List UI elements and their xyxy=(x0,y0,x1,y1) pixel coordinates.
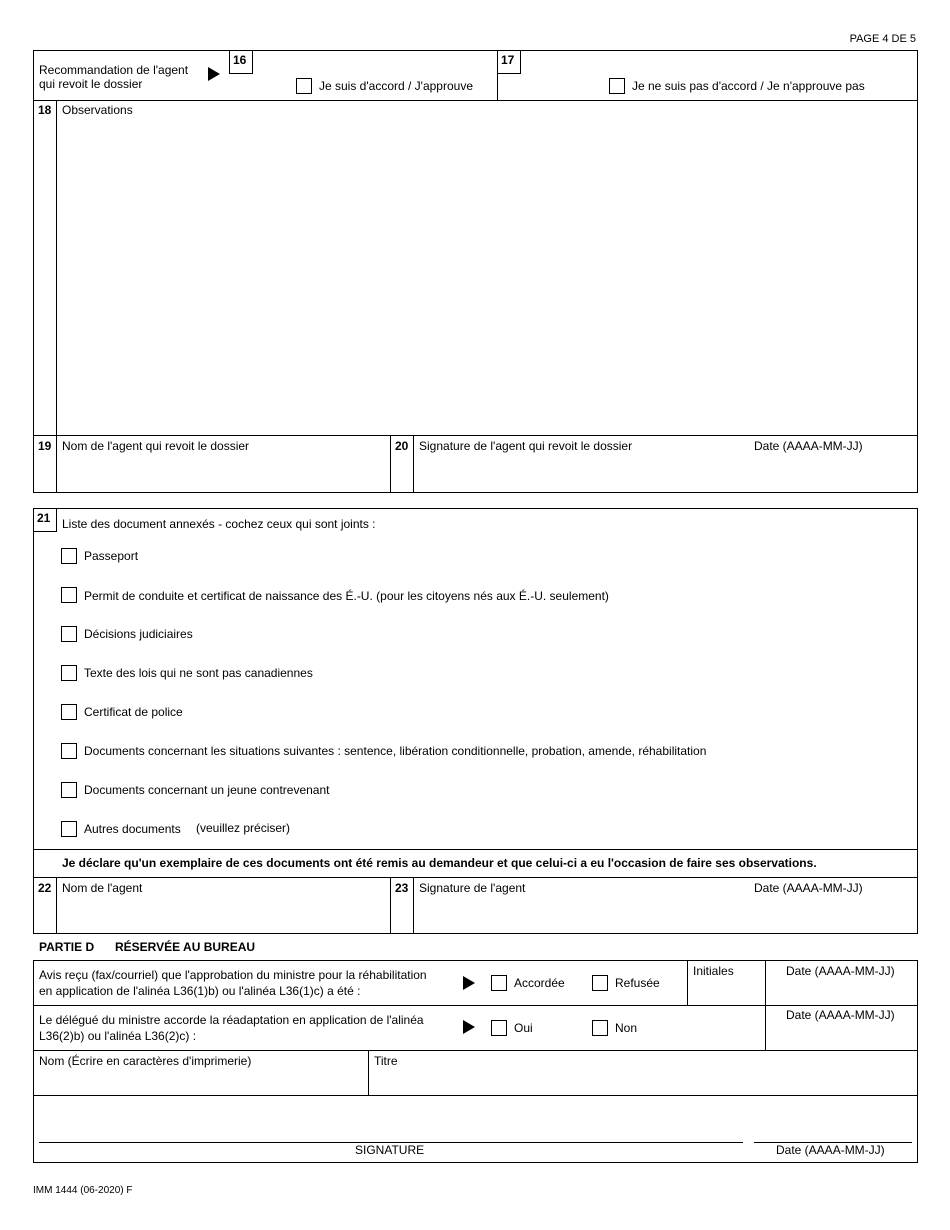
approve-label: Je suis d'accord / J'approuve xyxy=(319,79,473,93)
declaration-text: Je déclare qu'un exemplaire de ces documents ont été remis au demandeur et que celui-ci a eu l'occasion de faire ses observations. xyxy=(62,856,817,870)
doc-label: Passeport xyxy=(84,549,139,563)
initials-label: Initiales xyxy=(693,964,734,978)
arrow-right-icon xyxy=(463,976,475,990)
doc-checkbox-passport[interactable] xyxy=(61,548,77,564)
accorded-checkbox[interactable] xyxy=(491,975,507,991)
doc-label: Texte des lois qui ne sont pas canadiennes xyxy=(84,666,313,680)
doc-label: Documents concernant les situations suivantes : sentence, libération conditionnelle, probation, amende, réhabilitation xyxy=(84,744,707,758)
part-d-label: PARTIE D xyxy=(39,940,95,954)
yes-checkbox[interactable] xyxy=(491,1020,507,1036)
office-row1-line2: en application de l'alinéa L36(1)b) ou l'alinéa L36(1)c) a été : xyxy=(39,984,361,998)
doc-checkbox-laws[interactable] xyxy=(61,665,77,681)
doc-label: Décisions judiciaires xyxy=(84,627,193,641)
review-agent-date-label: Date (AAAA-MM-JJ) xyxy=(754,439,863,453)
approve-checkbox[interactable] xyxy=(296,78,312,94)
date2-label: Date (AAAA-MM-JJ) xyxy=(786,1008,895,1022)
field-number-23: 23 xyxy=(395,881,409,895)
office-row1-line1: Avis reçu (fax/courriel) que l'approbation du ministre pour la réhabilitation xyxy=(39,968,427,982)
observations-label: Observations xyxy=(62,103,133,117)
field-number-22: 22 xyxy=(38,881,52,895)
date2-field[interactable] xyxy=(767,1024,916,1048)
title-field[interactable] xyxy=(370,1070,915,1094)
divider xyxy=(390,435,391,493)
agent-signature-field[interactable] xyxy=(415,898,915,932)
doc-checkbox-court[interactable] xyxy=(61,626,77,642)
refused-label: Refusée xyxy=(615,976,660,990)
divider xyxy=(368,1050,369,1095)
doc-label: Documents concernant un jeune contrevenant xyxy=(84,783,330,797)
field-number-19: 19 xyxy=(38,439,52,453)
doc-checkbox-situations[interactable] xyxy=(61,743,77,759)
divider xyxy=(390,877,391,934)
review-agent-signature-label: Signature de l'agent qui revoit le dossier xyxy=(419,439,633,453)
documents-section xyxy=(33,508,918,934)
divider xyxy=(56,877,57,934)
no-checkbox[interactable] xyxy=(592,1020,608,1036)
recommendation-label-line1: Recommandation de l'agent xyxy=(39,63,189,77)
review-agent-signature-field[interactable] xyxy=(415,456,915,490)
date3-field[interactable] xyxy=(754,1100,912,1140)
documents-title: Liste des document annexés - cochez ceux qui sont joints : xyxy=(62,517,376,531)
doc-label: Permit de conduite et certificat de naissance des É.-U. (pour les citoyens nés aux É.-U. seulement) xyxy=(84,589,609,603)
office-row2-line2: L36(2)b) ou l'alinéa L36(2)c) : xyxy=(39,1029,197,1043)
no-label: Non xyxy=(615,1021,638,1035)
signature-label: SIGNATURE xyxy=(355,1143,425,1157)
agent-signature-label: Signature de l'agent xyxy=(419,881,526,895)
doc-other-hint: (veuillez préciser) xyxy=(196,821,291,835)
agent-name-field[interactable] xyxy=(58,898,388,932)
title-label: Titre xyxy=(374,1054,398,1068)
disapprove-checkbox[interactable] xyxy=(609,78,625,94)
review-agent-name-label: Nom de l'agent qui revoit le dossier xyxy=(62,439,250,453)
accorded-label: Accordée xyxy=(514,976,565,990)
date3-label: Date (AAAA-MM-JJ) xyxy=(776,1143,885,1157)
doc-checkbox-license[interactable] xyxy=(61,587,77,603)
divider xyxy=(413,877,414,934)
agent-name-label: Nom de l'agent xyxy=(62,881,143,895)
divider xyxy=(413,435,414,493)
doc-label: Autres documents xyxy=(84,822,181,836)
divider xyxy=(33,435,918,436)
refused-checkbox[interactable] xyxy=(592,975,608,991)
arrow-right-icon xyxy=(463,1020,475,1034)
divider xyxy=(33,1005,918,1006)
form-footer: IMM 1444 (06-2020) F xyxy=(33,1185,133,1196)
part-d-title: RÉSERVÉE AU BUREAU xyxy=(115,940,256,954)
field-number-21: 21 xyxy=(33,508,57,532)
field-number-18: 18 xyxy=(38,103,52,117)
office-signature-field[interactable] xyxy=(39,1100,743,1140)
field-number-16: 16 xyxy=(229,50,253,74)
divider xyxy=(33,1050,918,1051)
review-agent-name-field[interactable] xyxy=(58,456,388,490)
divider xyxy=(33,1095,918,1096)
field-number-17: 17 xyxy=(497,50,521,74)
divider xyxy=(33,877,918,878)
date1-label: Date (AAAA-MM-JJ) xyxy=(786,964,895,978)
doc-label: Certificat de police xyxy=(84,705,183,719)
divider xyxy=(33,849,918,850)
date1-field[interactable] xyxy=(767,980,916,1004)
divider xyxy=(33,100,918,101)
arrow-right-icon xyxy=(208,67,220,81)
name-print-field[interactable] xyxy=(35,1070,365,1094)
recommendation-label-line2: qui revoit le dossier xyxy=(39,77,143,91)
divider xyxy=(687,960,688,1005)
doc-checkbox-police[interactable] xyxy=(61,704,77,720)
office-row2-line1: Le délégué du ministre accorde la réadaptation en application de l'alinéa xyxy=(39,1013,424,1027)
initials-field[interactable] xyxy=(689,980,763,1004)
agent-date-label: Date (AAAA-MM-JJ) xyxy=(754,881,863,895)
page-label: PAGE 4 DE 5 xyxy=(849,33,916,45)
doc-checkbox-other[interactable] xyxy=(61,821,77,837)
name-print-label: Nom (Écrire en caractères d'imprimerie) xyxy=(39,1054,252,1068)
disapprove-label: Je ne suis pas d'accord / Je n'approuve pas xyxy=(632,79,865,93)
observations-field[interactable] xyxy=(58,120,916,432)
doc-checkbox-young-offender[interactable] xyxy=(61,782,77,798)
field-number-20: 20 xyxy=(395,439,409,453)
yes-label: Oui xyxy=(514,1021,533,1035)
